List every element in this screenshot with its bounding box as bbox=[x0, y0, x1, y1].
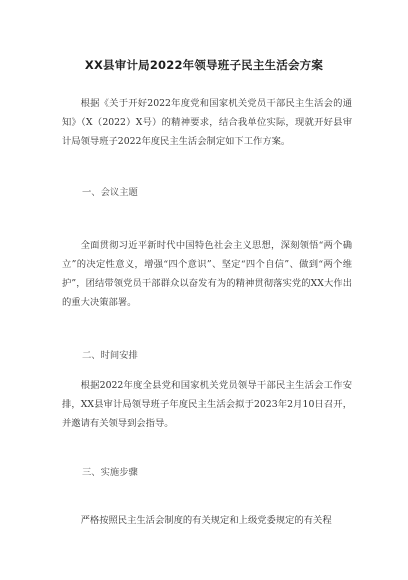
section-heading-1: 一、会议主题 bbox=[82, 187, 138, 198]
section-heading-2: 二、时间安排 bbox=[82, 350, 138, 361]
section-body-1: 全面贯彻习近平新时代中国特色社会主义思想，深刻领悟“两个确立”的决定性意义，增强“四个意识”、坚定“四个自信”、做到“两个维护”，团结带领党员干部群众以奋发有为的精神贯彻落实党的XX大作出的重大决策部署。 bbox=[62, 240, 352, 308]
section-body-2: 根据2022年度全县党和国家机关党员领导干部民主生活会工作安排，XX县审计局领导班子年度民主生活会拟于2023年2月10日召开，并邀请有关领导到会指导。 bbox=[62, 380, 352, 429]
document-title: XX县审计局2022年领导班子民主生活会方案 bbox=[84, 58, 324, 72]
section-heading-3: 三、实施步骤 bbox=[82, 467, 138, 478]
intro-paragraph: 根据《关于开好2022年度党和国家机关党员干部民主生活会的通知》（X（2022）X号）的精神要求，结合我单位实际，现就开好县审计局领导班子2022年度民主生活会制定如下工作方案。 bbox=[62, 98, 352, 147]
section-body-3: 严格按照民主生活会制度的有关规定和上级党委规定的有关程 bbox=[80, 515, 332, 526]
